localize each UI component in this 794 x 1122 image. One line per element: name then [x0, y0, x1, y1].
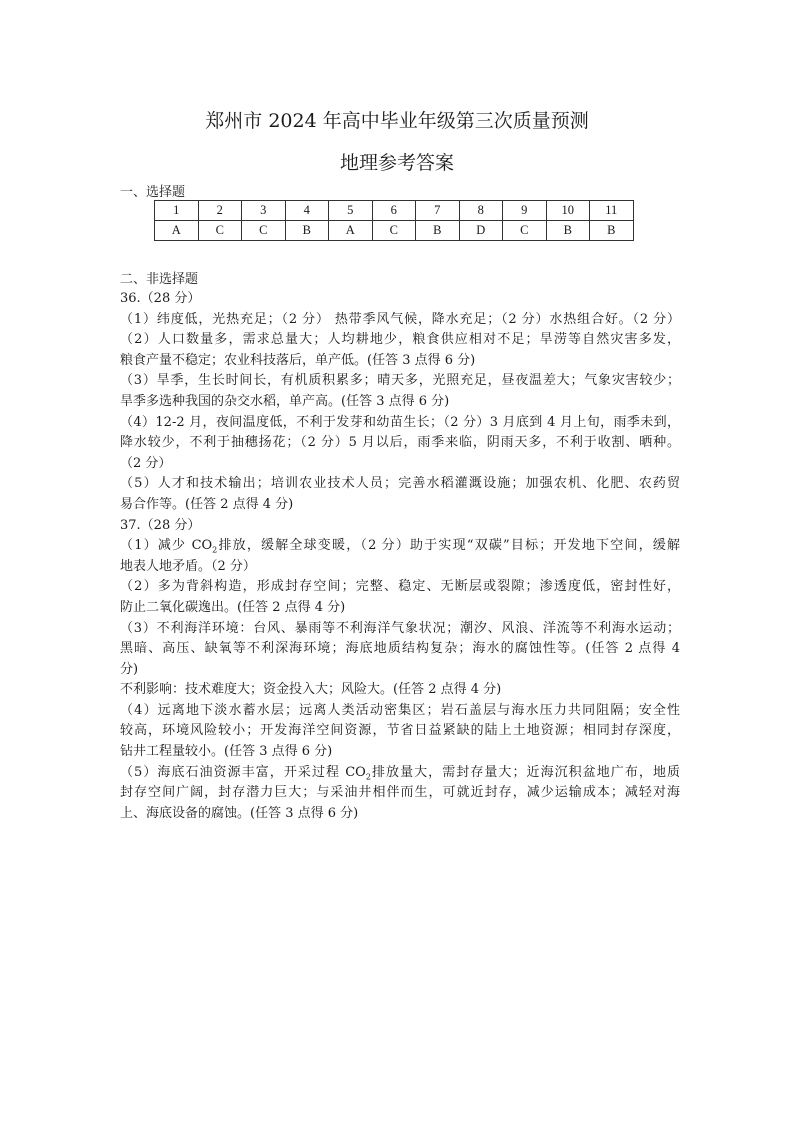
answer-line: 旱季多选种我国的杂交水稻，单产高。(任答 3 点得 6 分) [120, 393, 450, 409]
answer-cell: A [329, 221, 373, 241]
answer-line: （5）人才和技术输出；培训农业技术人员；完善水稻灌溉设施；加强农机、化肥、农药贸 [120, 476, 680, 492]
page-title: 郑州市 2024 年高中毕业年级第三次质量预测 [205, 110, 589, 132]
question-number-cell: 5 [329, 201, 373, 221]
question-number-cell: 2 [198, 201, 242, 221]
answer-line: 较高，环境风险较小；开发海洋空间资源，节省日益紧缺的陆上土地资源；相同封存深度， [120, 723, 680, 739]
question-number-cell: 6 [372, 201, 416, 221]
section-heading-multiple-choice: 一、选择题 [120, 185, 186, 200]
answer-cell: C [503, 221, 547, 241]
section-heading-free-response: 二、非选择题 [120, 272, 199, 287]
answer-cell: C [242, 221, 286, 241]
question-number-cell: 10 [546, 201, 590, 221]
answer-body [120, 289, 680, 824]
answer-line: （4）远离地下淡水蓄水层；远离人类活动密集区；岩石盖层与海水压力共同阻隔；安全性 [120, 702, 680, 718]
answer-line: （3）旱季，生长时间长，有机质积累多；晴天多，光照充足，昼夜温差大；气象灾害较少； [120, 373, 680, 389]
answer-cell: B [590, 221, 634, 241]
answer-line: 36.（28 分） [120, 291, 201, 306]
answer-line: 钻井工程量较小。(任答 3 点得 6 分) [120, 744, 333, 760]
answer-cell: C [198, 221, 242, 241]
answer-cell: D [459, 221, 503, 241]
answer-line: （3）不利海洋环境：台风、暴雨等不利海洋气象状况；潮汐、风浪、洋流等不利海水运动； [120, 620, 680, 636]
question-number-cell: 4 [285, 201, 329, 221]
answer-line: （2）人口数量多，需求总量大；人均耕地少，粮食供应相对不足；旱涝等自然灾害多发， [120, 332, 680, 348]
answer-line: （1）减少 $CO_2$排放，缓解全球变暖，（2 分）助于实现“双碳”目标；开发地下空间，缓解 [120, 538, 680, 555]
answer-line: 分) [120, 661, 139, 677]
answer-line: （4）12-2 月，夜间温度低，不利于发芽和幼苗生长；（2 分）3 月底到 4 月上旬，雨季未到， [120, 414, 680, 430]
answer-cell: B [546, 221, 590, 241]
answer-line: 37.（28 分） [120, 517, 201, 533]
answer-line: 不利影响：技术难度大；资金投入大；风险大。(任答 2 点得 4 分) [120, 682, 502, 698]
answer-cell: B [416, 221, 460, 241]
page-subtitle: 地理参考答案 [339, 152, 454, 174]
answer-line: （2）多为背斜构造，形成封存空间；完整、稳定、无断层或裂隙；渗透度低，密封性好， [120, 579, 680, 595]
answer-line: 上、海底设备的腐蚀。(任答 3 点得 6 分) [120, 805, 359, 821]
question-number-cell: 8 [459, 201, 503, 221]
answer-table [154, 200, 634, 241]
answer-cell: C [372, 221, 416, 241]
answer-cell: B [285, 221, 329, 241]
answer-line: 粮食产量不稳定；农业科技落后，单产低。(任答 3 点得 6 分) [120, 352, 476, 368]
answer-line: （5）海底石油资源丰富，开采过程 $CO_2$排放量大，需封存量大；近海沉积盆地广布，地质 [120, 764, 680, 782]
question-number-cell: 7 [416, 201, 460, 221]
answer-line: 封存空间广阔，封存潜力巨大；与采油井相伴而生，可就近封存，减少运输成本；减轻对海 [120, 785, 680, 801]
answer-line: （2 分） [120, 455, 172, 471]
question-number-cell: 11 [590, 201, 634, 221]
answer-line: 地表人地矛盾。（2 分） [120, 558, 256, 574]
question-number-cell: 9 [503, 201, 547, 221]
question-number-cell: 3 [242, 201, 286, 221]
answer-line: 降水较少，不利于抽穗扬花；（2 分）5 月以后，雨季来临，阴雨天多，不利于收割、晒种。 [120, 435, 680, 451]
answer-line: 防止二氧化碳逸出。(任答 2 点得 4 分) [120, 599, 346, 615]
answer-line: 黑暗、高压、缺氧等不利深海环境；海底地质结构复杂；海水的腐蚀性等。(任答 2 点得 4 [120, 641, 680, 657]
question-number-cell: 1 [155, 201, 199, 221]
answer-cell: A [155, 221, 199, 241]
answer-line: （1）纬度低，光热充足；（2 分） 热带季风气候，降水充足；（2 分）水热组合好。（2 分） [120, 311, 680, 327]
answer-line: 易合作等。(任答 2 点得 4 分) [120, 496, 294, 512]
question-number-row [155, 201, 634, 221]
answer-row [155, 221, 634, 241]
